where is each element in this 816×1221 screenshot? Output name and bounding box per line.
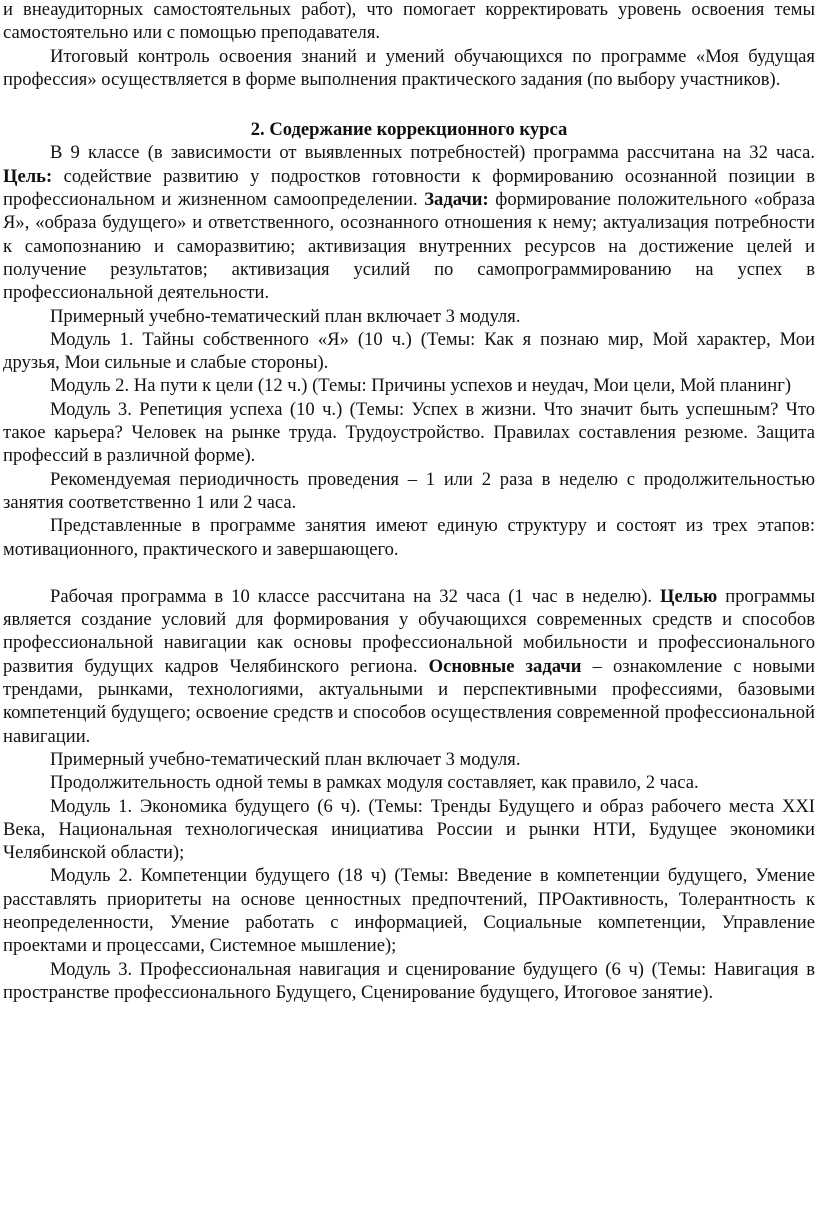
grade9-frequency: Рекомендуемая периодичность проведения – 1 или 2 раза в неделю с продолжительностью занятия соответственно 1 или 2 часа. (3, 468, 815, 513)
grade10-tasks-label: Основные задачи (428, 655, 582, 677)
grade10-intro-text: Рабочая программа в 10 классе рассчитана на 32 часа (1 час в неделю). (50, 585, 653, 607)
grade9-tasks-label: Задачи: (424, 189, 489, 211)
grade10-module-3: Модуль 3. Профессиональная навигация и сценирование будущего (6 ч) (Темы: Навигация в пространстве профессионального Будущего, Сценирование будущего, Итоговое занятие). (3, 958, 815, 1003)
grade10-module-1: Модуль 1. Экономика будущего (6 ч). (Темы: Тренды Будущего и образ рабочего места XXI Века, Национальная технологическая инициатива России и рынки НТИ, Будущее экономики Челябинской области); (3, 795, 815, 864)
grade9-goal-text: содействие развитию у подростков готовности к формированию осознанной позиции в профессиональном и жизненном самоопределении. (3, 165, 815, 211)
grade10-duration: Продолжительность одной темы в рамках модуля составляет, как правило, 2 часа. (50, 772, 699, 794)
grade10-tasks-text: – ознакомление с новыми трендами, рынками, технологиями, актуальными и перспективными профессиями, базовыми компетенций будущего; освоение средств и способов осуществления современной профессиональной навигации. (3, 655, 815, 747)
grade9-module-1: Модуль 1. Тайны собственного «Я» (10 ч.) (Темы: Как я познаю мир, Мой характер, Мои друзья, Мои сильные и слабые стороны). (3, 328, 815, 374)
grade10-goal-label: Целью (660, 585, 718, 607)
grade10-plan: Примерный учебно-тематический план включает 3 модуля. (50, 748, 521, 770)
grade9-module-3: Модуль 3. Репетиция успеха (10 ч.) (Темы: Успех в жизни. Что значит быть успешным? Что такое карьера? Человек на рынке труда. Трудоустройство. Правилах составления резюме. Защита профессий в различной форме). (3, 398, 815, 467)
grade9-description (3, 141, 815, 304)
grade9-plan: Примерный учебно-тематический план включает 3 модуля. (50, 305, 521, 327)
document-body (3, 0, 815, 1004)
grade9-intro-text: В 9 классе (в зависимости от выявленных потребностей) программа рассчитана на 32 часа. (50, 142, 815, 164)
grade9-module-2: Модуль 2. На пути к цели (12 ч.) (Темы: Причины успехов и неудач, Мои цели, Мой планинг) (50, 375, 792, 397)
grade10-goal-text: программы является создание условий для формирования у обучающихся современных средств и способов профессиональной навигации как основы профессиональной мобильности и профессионального развития будущих кадров Челябинского региона. (3, 585, 815, 677)
grade9-tasks-text: формирование положительного «образа Я», «образа будущего» и ответственного, осознанного отношения к нему; актуализация потребности к самопознанию и саморазвитию; активизация внутренних ресурсов на достижение целей и получение результатов; активизация усилий по самопрограммированию на успех в профессиональной деятельности. (3, 189, 816, 304)
intro-paragraph-2: Итоговый контроль освоения знаний и умений обучающихся по программе «Моя будущая профессия» осуществляется в форме выполнения практического задания (по выбору участников). (3, 45, 815, 90)
grade10-description (3, 585, 815, 748)
grade9-structure: Представленные в программе занятия имеют единую структуру и состоят из трех этапов: мотивационного, практического и завершающего. (3, 515, 815, 560)
section-heading: 2. Содержание коррекционного курса (250, 119, 568, 141)
grade9-goal-label: Цель: (3, 165, 53, 187)
grade10-module-2: Модуль 2. Компетенции будущего (18 ч) (Темы: Введение в компетенции будущего, Умение расставлять приоритеты на основе ценностных предпочтений, ПРОактивность, Толерантность к неопределенности, Умение работать с информацией, Социальные компетенции, Управление проектами и процессами, Системное мышление); (3, 865, 815, 957)
intro-paragraph-1: и внеаудиторных самостоятельных работ), что помогает корректировать уровень освоения темы самостоятельно или с помощью преподавателя. (3, 0, 815, 44)
paragraph-gap (3, 561, 815, 585)
